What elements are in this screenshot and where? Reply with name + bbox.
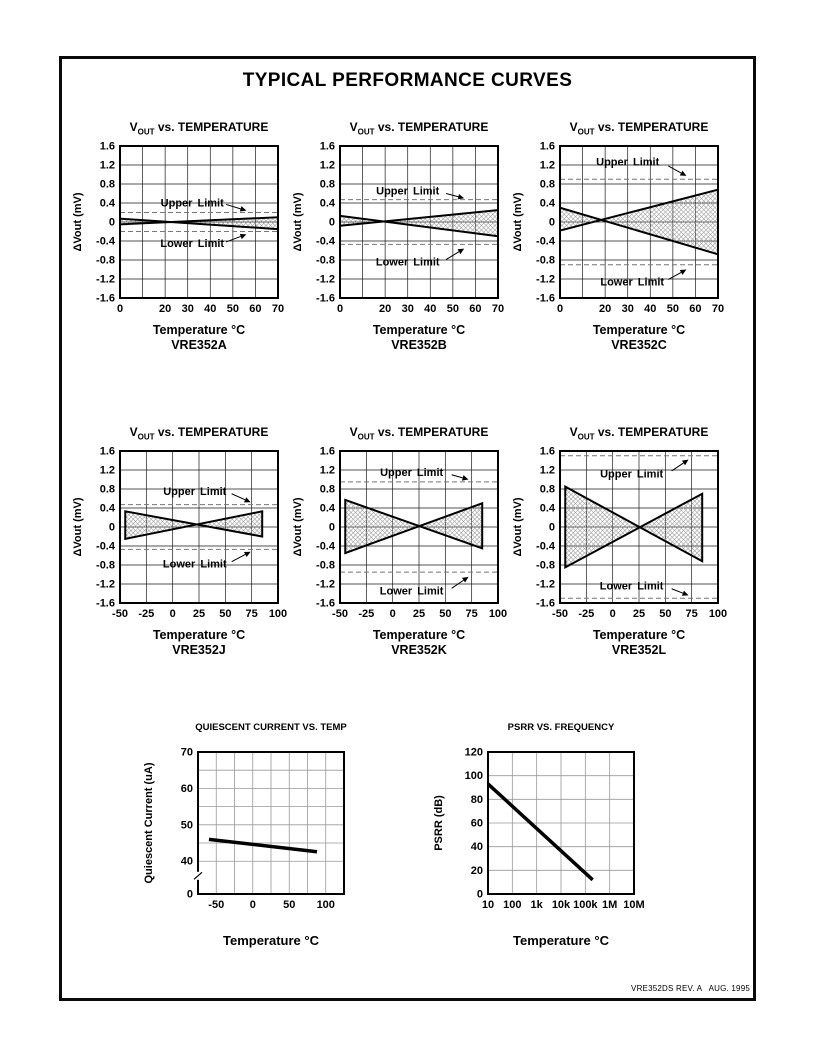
data-line xyxy=(488,784,593,880)
x-tick-label: 100 xyxy=(708,608,728,620)
lower-limit-label: Lower Limit xyxy=(379,585,444,598)
y-tick-label: 0.8 xyxy=(319,483,335,496)
tolerance-band xyxy=(565,487,702,568)
y-tick-label: 0 xyxy=(328,521,335,534)
upper-limit-arrow-shaft xyxy=(668,166,681,173)
chart-title-rest: vs. TEMPERATURE xyxy=(154,425,269,439)
x-tick-label: 10k xyxy=(551,899,571,911)
x-tick-label: 50 xyxy=(659,608,672,620)
y-tick-label: 0.4 xyxy=(99,502,115,515)
upper-limit-label: Upper Limit xyxy=(600,468,664,481)
upper-limit-arrow-shaft xyxy=(446,194,458,197)
y-tick-label: -1.6 xyxy=(536,597,555,610)
x-tick-label: 60 xyxy=(469,303,482,315)
y-tick-label: -1.6 xyxy=(316,292,335,305)
data-line xyxy=(209,839,317,851)
chart-psrr xyxy=(426,722,656,948)
y-tick-label: 0.8 xyxy=(539,178,555,191)
chart-title-v: V xyxy=(569,120,578,134)
chart-VRE352L xyxy=(508,425,728,657)
y-axis-label: ΔVout (mV) xyxy=(72,192,84,252)
y-tick-label: 0 xyxy=(108,521,115,534)
chart-title-sub: OUT xyxy=(137,127,155,137)
y-tick-label: -1.2 xyxy=(316,273,335,286)
y-tick-label: 0.4 xyxy=(319,197,335,210)
x-tick-label: 25 xyxy=(192,608,206,620)
x-tick-label: 100 xyxy=(503,899,522,911)
x-tick-label: 1M xyxy=(602,899,618,911)
tolerance-band xyxy=(340,210,498,236)
y-tick-label: 0.4 xyxy=(539,502,555,515)
chart-title-rest: vs. TEMPERATURE xyxy=(154,120,269,134)
lower-limit-arrow-shaft xyxy=(668,272,681,279)
y-tick-label: 0.4 xyxy=(539,197,555,210)
y-tick-label: -1.6 xyxy=(316,597,335,610)
y-tick-label: 1.6 xyxy=(319,445,335,458)
chart-VRE352C xyxy=(508,120,728,352)
x-tick-label: -25 xyxy=(578,608,595,620)
part-number-label: VRE352C xyxy=(611,338,667,352)
x-tick-label: -50 xyxy=(112,608,128,620)
part-number-label: VRE352K xyxy=(391,643,447,657)
y-tick-label: 0.4 xyxy=(99,197,115,210)
x-axis-label: Temperature °C xyxy=(513,933,609,948)
lower-limit-arrow-head xyxy=(240,234,247,239)
y-tick-label: 120 xyxy=(464,746,483,759)
upper-limit-arrow-shaft xyxy=(452,475,463,478)
chart-title xyxy=(508,120,728,140)
chart-title xyxy=(68,120,288,140)
x-axis-label: Temperature °C xyxy=(223,933,319,948)
y-tick-label: -0.8 xyxy=(96,559,115,572)
chart-VRE352A xyxy=(68,120,288,352)
upper-limit-arrow-head xyxy=(462,475,469,480)
y-tick-label: 1.2 xyxy=(319,464,335,477)
lower-limit-label: Lower Limit xyxy=(160,237,225,250)
x-tick-label: 100 xyxy=(316,899,335,911)
y-tick-label: 0 xyxy=(548,216,555,229)
x-tick-label: 10 xyxy=(481,899,495,911)
x-tick-label: 0 xyxy=(389,608,396,620)
y-tick-label: 0 xyxy=(548,521,555,534)
x-tick-label: 25 xyxy=(632,608,646,620)
y-tick-label: -0.4 xyxy=(96,540,115,553)
chart-title-rest: vs. TEMPERATURE xyxy=(374,425,489,439)
upper-limit-arrow-shaft xyxy=(226,204,241,208)
lower-limit-label: Lower Limit xyxy=(375,256,440,269)
tolerance-band xyxy=(560,190,718,255)
x-tick-label: 0 xyxy=(609,608,616,620)
x-tick-label: 20 xyxy=(159,303,172,315)
y-tick-label: 70 xyxy=(180,746,193,759)
x-tick-label: 50 xyxy=(446,303,459,315)
y-axis-label: Quiescent Current (uA) xyxy=(143,762,155,884)
chart-canvas-psrr xyxy=(426,744,656,926)
y-tick-label: -0.8 xyxy=(536,254,555,267)
y-tick-label: -1.6 xyxy=(536,292,555,305)
chart-title xyxy=(68,425,288,445)
x-tick-label: 30 xyxy=(401,303,414,315)
chart-VRE352B xyxy=(288,120,508,352)
y-tick-label: -1.2 xyxy=(316,578,335,591)
lower-limit-arrow-shaft xyxy=(672,589,683,593)
x-tick-label: 100 xyxy=(268,608,288,620)
x-tick-label: 0 xyxy=(169,608,176,620)
y-tick-label: 100 xyxy=(464,770,483,783)
lower-limit-arrow-head xyxy=(458,249,465,255)
chart-title xyxy=(508,425,728,445)
x-tick-label: 75 xyxy=(685,608,698,620)
chart-title-rest: vs. TEMPERATURE xyxy=(594,120,709,134)
y-tick-label: 0.8 xyxy=(99,483,115,496)
x-axis-label: Temperature °C xyxy=(592,323,686,337)
chart-title-v: V xyxy=(569,425,578,439)
y-axis-label: ΔVout (mV) xyxy=(292,192,304,252)
x-axis-label: Temperature °C xyxy=(152,628,246,642)
x-tick-label: 40 xyxy=(644,303,657,315)
y-tick-label: 0 xyxy=(476,888,483,901)
y-tick-label: 1.2 xyxy=(539,464,555,477)
x-tick-label: 100k xyxy=(573,899,598,911)
lower-limit-label: Lower Limit xyxy=(162,558,227,571)
quiescent-chart-slot xyxy=(136,722,366,948)
upper-limit-label: Upper Limit xyxy=(163,485,227,498)
y-tick-label: -1.2 xyxy=(536,273,555,286)
chart-title xyxy=(288,120,508,140)
x-axis-label: Temperature °C xyxy=(152,323,246,337)
chart-quiescent-current xyxy=(136,722,366,948)
y-tick-label: -0.4 xyxy=(316,235,335,248)
part-number-label: VRE352A xyxy=(171,338,227,352)
x-tick-label: 60 xyxy=(249,303,262,315)
chart-VRE352J xyxy=(68,425,288,657)
y-tick-label: -0.4 xyxy=(316,540,335,553)
chart-title-rest: vs. TEMPERATURE xyxy=(374,120,489,134)
lower-limit-label: Lower Limit xyxy=(600,276,665,289)
x-tick-label: -50 xyxy=(208,899,225,911)
upper-limit-label: Upper Limit xyxy=(596,156,660,169)
x-tick-label: 50 xyxy=(666,303,679,315)
y-tick-label: 0 xyxy=(108,216,115,229)
y-axis-label: ΔVout (mV) xyxy=(72,497,84,557)
upper-limit-arrow-head xyxy=(240,206,247,211)
y-tick-label: 20 xyxy=(470,864,483,877)
y-tick-label: 0.8 xyxy=(539,483,555,496)
upper-limit-arrow-head xyxy=(682,460,689,466)
upper-limit-arrow-shaft xyxy=(232,494,245,500)
upper-limit-label: Upper Limit xyxy=(376,185,440,198)
y-tick-label: 1.6 xyxy=(319,140,335,153)
y-tick-label: 0.4 xyxy=(319,502,335,515)
tolerance-band xyxy=(125,511,262,539)
x-tick-label: 0 xyxy=(556,303,564,315)
y-tick-label: 0 xyxy=(328,216,335,229)
y-tick-label: -1.6 xyxy=(96,597,115,610)
y-tick-label: 1.2 xyxy=(99,159,115,172)
chart-row-middle xyxy=(68,425,728,657)
x-tick-label: 25 xyxy=(412,608,426,620)
y-tick-label: -0.4 xyxy=(536,235,555,248)
chart-title-rest: vs. TEMPERATURE xyxy=(594,425,709,439)
chart-title-v: V xyxy=(349,425,358,439)
x-tick-label: 20 xyxy=(379,303,392,315)
chart-canvas-VRE352L xyxy=(508,445,728,623)
y-axis-label: ΔVout (mV) xyxy=(512,497,524,557)
x-tick-label: 0 xyxy=(336,303,344,315)
page-title: TYPICAL PERFORMANCE CURVES xyxy=(242,70,573,91)
y-tick-label: 40 xyxy=(180,855,193,868)
lower-limit-label: Lower Limit xyxy=(599,580,664,593)
chart-title-sub: OUT xyxy=(357,127,375,137)
chart-canvas-VRE352K xyxy=(288,445,508,623)
upper-limit-label: Upper Limit xyxy=(380,466,444,479)
y-axis-label: PSRR (dB) xyxy=(433,795,445,851)
chart-title xyxy=(288,425,508,445)
chart-canvas-quiescent-current xyxy=(136,744,366,926)
y-tick-label: 0 xyxy=(186,888,193,901)
y-tick-label: 60 xyxy=(180,782,193,795)
x-tick-label: 50 xyxy=(226,303,239,315)
x-tick-label: 70 xyxy=(271,303,285,315)
chart-title-v: V xyxy=(129,120,138,134)
y-axis-label: ΔVout (mV) xyxy=(292,497,304,557)
y-tick-label: 1.6 xyxy=(539,140,555,153)
x-tick-label: 40 xyxy=(424,303,437,315)
chart-VRE352K xyxy=(288,425,508,657)
chart-title-sub: OUT xyxy=(577,432,595,442)
y-tick-label: 0.8 xyxy=(99,178,115,191)
x-tick-label: 50 xyxy=(283,899,296,911)
chart-canvas-VRE352A xyxy=(68,140,288,318)
upper-limit-label: Upper Limit xyxy=(160,197,224,210)
chart-canvas-VRE352B xyxy=(288,140,508,318)
part-number-label: VRE352B xyxy=(391,338,447,352)
lower-limit-arrow-shaft xyxy=(232,554,246,561)
y-tick-label: 1.6 xyxy=(99,445,115,458)
x-tick-label: -25 xyxy=(358,608,375,620)
x-tick-label: 50 xyxy=(439,608,452,620)
part-number-label: VRE352J xyxy=(172,643,226,657)
x-tick-label: 0 xyxy=(249,899,256,911)
chart-title: PSRR VS. FREQUENCY xyxy=(507,722,615,733)
chart-title-sub: OUT xyxy=(137,432,155,442)
x-tick-label: 60 xyxy=(689,303,702,315)
x-axis-label: Temperature °C xyxy=(592,628,686,642)
y-axis-label: ΔVout (mV) xyxy=(512,192,524,252)
y-tick-label: 1.2 xyxy=(319,159,335,172)
x-tick-label: 20 xyxy=(599,303,612,315)
x-tick-label: 30 xyxy=(181,303,194,315)
x-tick-label: 50 xyxy=(219,608,232,620)
y-tick-label: -0.4 xyxy=(536,540,555,553)
x-tick-label: 30 xyxy=(621,303,634,315)
upper-limit-arrow-head xyxy=(458,194,465,199)
chart-canvas-VRE352J xyxy=(68,445,288,623)
y-tick-label: -0.8 xyxy=(96,254,115,267)
chart-canvas-VRE352C xyxy=(508,140,728,318)
x-tick-label: 0 xyxy=(116,303,124,315)
y-tick-label: -1.2 xyxy=(96,273,115,286)
y-tick-label: 1.2 xyxy=(99,464,115,477)
y-tick-label: -0.8 xyxy=(536,559,555,572)
x-axis-label: Temperature °C xyxy=(372,323,466,337)
x-tick-label: 75 xyxy=(465,608,478,620)
x-tick-label: -50 xyxy=(552,608,568,620)
y-tick-label: 0.8 xyxy=(319,178,335,191)
y-tick-label: 50 xyxy=(180,819,193,832)
x-tick-label: 1k xyxy=(530,899,543,911)
psrr-chart-slot xyxy=(426,722,656,948)
y-tick-label: 1.6 xyxy=(539,445,555,458)
chart-title-sub: OUT xyxy=(357,432,375,442)
y-tick-label: -0.8 xyxy=(316,559,335,572)
x-tick-label: 10M xyxy=(623,899,645,911)
y-tick-label: -0.4 xyxy=(96,235,115,248)
part-number-label: VRE352L xyxy=(611,643,667,657)
x-axis-label: Temperature °C xyxy=(372,628,466,642)
y-tick-label: -0.8 xyxy=(316,254,335,267)
y-tick-label: 60 xyxy=(470,817,483,830)
chart-title: QUIESCENT CURRENT VS. TEMP xyxy=(195,722,347,733)
y-tick-label: 1.6 xyxy=(99,140,115,153)
x-tick-label: -25 xyxy=(138,608,155,620)
y-tick-label: -1.2 xyxy=(536,578,555,591)
y-tick-label: 1.2 xyxy=(539,159,555,172)
x-tick-label: 100 xyxy=(488,608,508,620)
lower-limit-arrow-head xyxy=(462,577,469,583)
y-tick-label: -1.6 xyxy=(96,292,115,305)
y-tick-label: 80 xyxy=(470,793,483,806)
x-tick-label: 40 xyxy=(204,303,217,315)
tolerance-band xyxy=(120,217,278,229)
chart-row-top xyxy=(68,120,728,352)
chart-title-v: V xyxy=(129,425,138,439)
chart-title-v: V xyxy=(349,120,358,134)
document-revision-footer: VRE352DS REV. A AUG. 1995 xyxy=(631,984,750,993)
x-tick-label: 70 xyxy=(491,303,505,315)
y-tick-label: -1.2 xyxy=(96,578,115,591)
x-tick-label: -50 xyxy=(332,608,348,620)
y-tick-label: 40 xyxy=(470,841,483,854)
x-tick-label: 70 xyxy=(711,303,725,315)
chart-title-sub: OUT xyxy=(577,127,595,137)
x-tick-label: 75 xyxy=(245,608,258,620)
